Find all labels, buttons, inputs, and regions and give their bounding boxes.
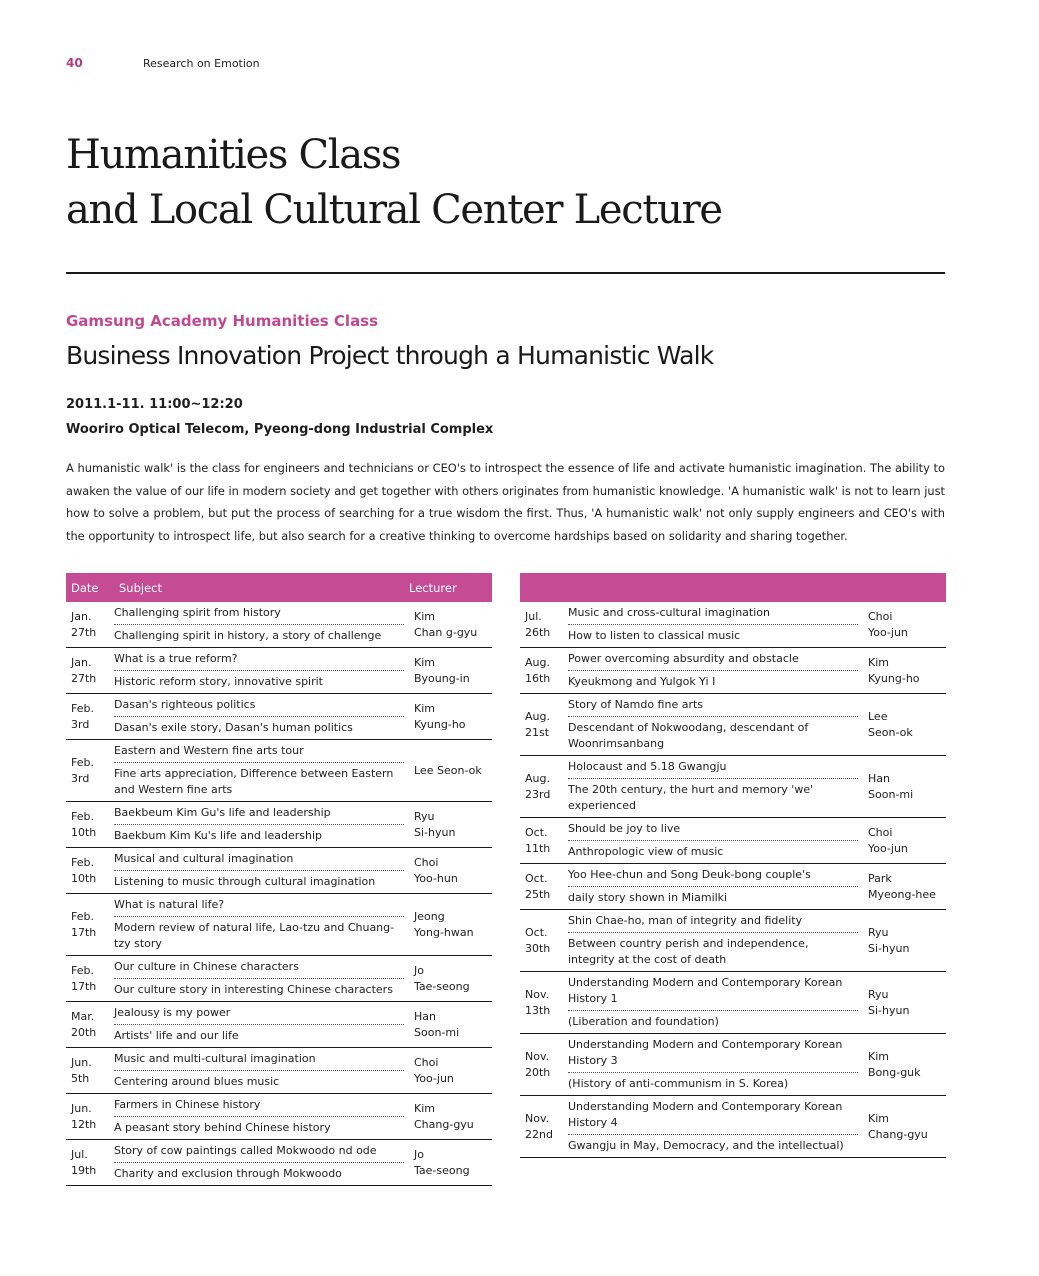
subject-cell	[568, 818, 858, 864]
table-row	[520, 972, 946, 1034]
date-line: Jul.	[525, 609, 542, 623]
subject-item: Historic reform story, innovative spirit	[114, 670, 404, 693]
date-line: 11th	[525, 841, 551, 855]
subject-item: Musical and cultural imagination	[114, 852, 294, 865]
subject-item: The 20th century, the hurt and memory 'we' experienced	[568, 778, 858, 817]
date-line: Oct.	[525, 925, 548, 939]
lecturer-line: Si-hyun	[868, 1003, 910, 1017]
intro-paragraph: A humanistic walk' is the class for engineers and technicians or CEO's to introspect the essence of life and activate humanistic imagination. The ability to awaken the value of our life in modern society and get together with others originates from humanistic knowledge. 'A humanistic walk' is not to learn just how to solve a problem, but put the process of searching for a true wisdom the first. Thus, 'A humanistic walk' not only supply engineers and CEO's with the opportunity to introspect life, but also search for a creative thinking to overcome hardships based on solidarity and sharing together.	[66, 461, 945, 543]
subject-cell	[114, 894, 404, 956]
date-line: 26th	[525, 625, 551, 639]
subject-item: Yoo Hee-chun and Song Deuk-bong couple's	[568, 868, 811, 881]
lecturer-line: Ryu	[414, 809, 435, 823]
event-datetime: 2011.1-11. 11:00~12:20	[66, 397, 243, 412]
table-row	[520, 756, 946, 818]
date-line: 16th	[525, 671, 551, 685]
lecturer-cell	[858, 864, 946, 910]
date-line: Feb.	[71, 963, 94, 977]
lecturer-line: Soon-mi	[414, 1025, 460, 1039]
lecturer-line: Bong-guk	[868, 1065, 921, 1079]
subject-item: Understanding Modern and Contemporary Korean History 4	[568, 1100, 843, 1129]
date-line: 19th	[71, 1163, 97, 1177]
lecturer-line: Chan g-gyu	[414, 625, 478, 639]
lecturer-cell	[404, 956, 492, 1002]
date-line: 5th	[71, 1071, 90, 1085]
header-blank	[520, 573, 568, 602]
date-cell	[520, 864, 568, 910]
title-rule	[66, 272, 945, 274]
subject-cell	[568, 694, 858, 756]
subject-item: Dasan's righteous politics	[114, 698, 256, 711]
table-row	[66, 1094, 492, 1140]
lecturer-line: Kim	[414, 655, 435, 669]
lecturer-line: Myeong-hee	[868, 887, 936, 901]
lecturer-line: Jo	[414, 1147, 424, 1161]
subject-cell	[568, 1096, 858, 1158]
date-line: 10th	[71, 825, 97, 839]
schedule-table-left	[66, 573, 492, 1186]
table-row	[520, 602, 946, 648]
subject-item: Baekbum Kim Ku's life and leadership	[114, 824, 404, 847]
table-row	[520, 818, 946, 864]
subject-item: How to listen to classical music	[568, 624, 858, 647]
subject-item: Descendant of Nokwoodang, descendant of Woonrimsanbang	[568, 716, 858, 755]
date-line: Feb.	[71, 809, 94, 823]
running-title: Research on Emotion	[143, 57, 260, 70]
subject-cell	[114, 956, 404, 1002]
lecturer-line: Kim	[414, 701, 435, 715]
date-cell	[520, 602, 568, 648]
subject-cell	[114, 1140, 404, 1186]
subject-item: What is natural life?	[114, 898, 225, 911]
subject-item: Story of cow paintings called Mokwoodo nd ode	[114, 1144, 377, 1157]
subject-item: Challenging spirit in history, a story of challenge	[114, 624, 404, 647]
lecturer-line: Si-hyun	[414, 825, 456, 839]
header-blank	[568, 573, 858, 602]
lecturer-cell	[404, 602, 492, 648]
table-row	[66, 602, 492, 648]
lecturer-cell	[858, 694, 946, 756]
schedule-table-right	[520, 573, 946, 1158]
lecturer-line: Ryu	[868, 925, 889, 939]
lecturer-line: Tae-seong	[414, 979, 470, 993]
subject-item: Our culture story in interesting Chinese characters	[114, 978, 404, 1001]
date-line: 20th	[71, 1025, 97, 1039]
lecturer-cell	[404, 694, 492, 740]
subject-item: Anthropologic view of music	[568, 840, 858, 863]
subject-item: Dasan's exile story, Dasan's human politics	[114, 716, 404, 739]
page-title	[66, 128, 966, 238]
lecturer-line: Si-hyun	[868, 941, 910, 955]
subject-item: (History of anti-communism in S. Korea)	[568, 1072, 858, 1095]
table-header-row	[66, 573, 492, 602]
date-cell	[520, 648, 568, 694]
subject-item: Music and cross-cultural imagination	[568, 606, 770, 619]
subject-item: (Liberation and foundation)	[568, 1010, 858, 1033]
title-line-1: Humanities Class	[66, 132, 401, 178]
subject-cell	[568, 756, 858, 818]
subject-cell	[568, 648, 858, 694]
lecturer-line: Ryu	[868, 987, 889, 1001]
table-row	[66, 694, 492, 740]
date-line: 10th	[71, 871, 97, 885]
date-line: Aug.	[525, 771, 550, 785]
table-row	[66, 894, 492, 956]
table-row	[66, 956, 492, 1002]
date-line: Jul.	[71, 1147, 88, 1161]
subject-item: Kyeukmong and Yulgok Yi I	[568, 670, 858, 693]
subject-item: Eastern and Western fine arts tour	[114, 744, 304, 757]
date-cell	[66, 1002, 114, 1048]
lecturer-line: Byoung-in	[414, 671, 470, 685]
date-line: Jan.	[71, 655, 92, 669]
date-cell	[66, 694, 114, 740]
subject-cell	[114, 694, 404, 740]
event-place: Wooriro Optical Telecom, Pyeong-dong Industrial Complex	[66, 422, 494, 437]
date-cell	[520, 756, 568, 818]
lecturer-line: Choi	[868, 825, 893, 839]
subject-item: Charity and exclusion through Mokwoodo	[114, 1162, 404, 1185]
table-row	[520, 694, 946, 756]
lecturer-line: Kyung-ho	[414, 717, 466, 731]
date-cell	[520, 694, 568, 756]
subject-cell	[114, 740, 404, 802]
date-cell	[520, 818, 568, 864]
date-line: Nov.	[525, 987, 550, 1001]
header-date: Date	[66, 573, 114, 602]
subject-item: Artists' life and our life	[114, 1024, 404, 1047]
date-line: 21st	[525, 725, 550, 739]
lecturer-line: Yoo-jun	[868, 841, 908, 855]
subject-item: Understanding Modern and Contemporary Korean History 3	[568, 1038, 843, 1067]
lecturer-cell	[404, 1002, 492, 1048]
lecturer-line: Yoo-hun	[414, 871, 458, 885]
date-line: Mar.	[71, 1009, 95, 1023]
date-cell	[66, 1094, 114, 1140]
table-row	[520, 648, 946, 694]
date-line: Feb.	[71, 909, 94, 923]
date-line: Feb.	[71, 755, 94, 769]
lecturer-line: Choi	[414, 1055, 439, 1069]
lecturer-line: Chang-gyu	[868, 1127, 928, 1141]
page-number: 40	[66, 56, 83, 70]
date-line: Nov.	[525, 1111, 550, 1125]
subject-item: Gwangju in May, Democracy, and the intellectual)	[568, 1134, 858, 1157]
lecturer-cell	[858, 818, 946, 864]
lecturer-cell	[404, 802, 492, 848]
table-row	[66, 1048, 492, 1094]
date-line: 30th	[525, 941, 551, 955]
subject-item: Challenging spirit from history	[114, 606, 281, 619]
date-cell	[66, 602, 114, 648]
date-cell	[66, 802, 114, 848]
date-line: Aug.	[525, 709, 550, 723]
subject-cell	[114, 648, 404, 694]
table-row	[66, 1140, 492, 1186]
date-line: 17th	[71, 979, 97, 993]
lecturer-cell	[858, 756, 946, 818]
lecturer-cell	[858, 602, 946, 648]
lecturer-line: Lee Seon-ok	[414, 763, 482, 777]
lecturer-line: Yong-hwan	[414, 925, 474, 939]
lecturer-line: Kyung-ho	[868, 671, 920, 685]
lecturer-line: Kim	[414, 1101, 435, 1115]
subject-item: Listening to music through cultural imagination	[114, 870, 404, 893]
subject-item: A peasant story behind Chinese history	[114, 1116, 404, 1139]
date-line: 20th	[525, 1065, 551, 1079]
lecturer-cell	[404, 1094, 492, 1140]
lecturer-cell	[858, 1034, 946, 1096]
lecturer-line: Yoo-jun	[868, 625, 908, 639]
lecturer-line: Han	[868, 771, 890, 785]
lecturer-line: Choi	[414, 855, 439, 869]
subject-item: Between country perish and independence, integrity at the cost of death	[568, 932, 858, 971]
subject-cell	[114, 802, 404, 848]
date-line: Nov.	[525, 1049, 550, 1063]
lecturer-line: Jo	[414, 963, 424, 977]
lecturer-cell	[404, 894, 492, 956]
subject-cell	[568, 910, 858, 972]
date-line: Feb.	[71, 855, 94, 869]
date-cell	[66, 1048, 114, 1094]
lecturer-cell	[404, 648, 492, 694]
lecturer-cell	[858, 910, 946, 972]
lecturer-line: Yoo-jun	[414, 1071, 454, 1085]
subject-item: Farmers in Chinese history	[114, 1098, 261, 1111]
table-row	[66, 848, 492, 894]
date-line: 3rd	[71, 717, 90, 731]
date-cell	[520, 1096, 568, 1158]
subject-cell	[114, 848, 404, 894]
lecturer-line: Seon-ok	[868, 725, 913, 739]
date-cell	[520, 1034, 568, 1096]
subject-cell	[114, 1048, 404, 1094]
date-line: 17th	[71, 925, 97, 939]
lecturer-cell	[404, 848, 492, 894]
lecturer-line: Kim	[868, 655, 889, 669]
date-cell	[66, 740, 114, 802]
lecturer-line: Tae-seong	[414, 1163, 470, 1177]
subject-item: Understanding Modern and Contemporary Korean History 1	[568, 976, 843, 1005]
date-line: Jun.	[71, 1101, 92, 1115]
lecturer-cell	[404, 1048, 492, 1094]
subject-item: Baekbeum Kim Gu's life and leadership	[114, 806, 331, 819]
title-line-2: and Local Cultural Center Lecture	[66, 187, 722, 233]
lecturer-line: Kim	[868, 1049, 889, 1063]
date-line: Jun.	[71, 1055, 92, 1069]
header-lecturer: Lecturer	[404, 573, 492, 602]
date-line: 23rd	[525, 787, 551, 801]
subject-cell	[568, 1034, 858, 1096]
date-line: 13th	[525, 1003, 551, 1017]
subject-cell	[114, 1094, 404, 1140]
subject-cell	[568, 864, 858, 910]
subject-cell	[114, 602, 404, 648]
subject-item: daily story shown in Miamilki	[568, 886, 858, 909]
lecturer-line: Park	[868, 871, 892, 885]
subject-item: Fine arts appreciation, Difference between Eastern and Western fine arts	[114, 762, 404, 801]
subject-item: Centering around blues music	[114, 1070, 404, 1093]
subject-item: Jealousy is my power	[114, 1006, 231, 1019]
date-cell	[520, 910, 568, 972]
subject-cell	[568, 602, 858, 648]
table-row	[66, 740, 492, 802]
subject-item: Holocaust and 5.18 Gwangju	[568, 760, 727, 773]
date-line: 25th	[525, 887, 551, 901]
lecturer-line: Jeong	[414, 909, 445, 923]
lecturer-line: Lee	[868, 709, 888, 723]
lecturer-cell	[858, 972, 946, 1034]
section-heading: Business Innovation Project through a Humanistic Walk	[66, 341, 714, 370]
date-cell	[520, 972, 568, 1034]
subject-item: Shin Chae-ho, man of integrity and fidelity	[568, 914, 803, 927]
date-line: 27th	[71, 625, 97, 639]
subject-cell	[568, 972, 858, 1034]
subject-item: Music and multi-cultural imagination	[114, 1052, 316, 1065]
date-cell	[66, 848, 114, 894]
lecturer-line: Kim	[414, 609, 435, 623]
date-cell	[66, 648, 114, 694]
subject-item: What is a true reform?	[114, 652, 238, 665]
date-line: 22nd	[525, 1127, 553, 1141]
table-row	[520, 864, 946, 910]
subject-item: Power overcoming absurdity and obstacle	[568, 652, 799, 665]
lecturer-cell	[858, 1096, 946, 1158]
subject-item: Should be joy to live	[568, 822, 681, 835]
header-blank	[858, 573, 946, 602]
date-line: Aug.	[525, 655, 550, 669]
date-line: Feb.	[71, 701, 94, 715]
table-row	[66, 802, 492, 848]
table-row	[520, 1034, 946, 1096]
lecturer-cell	[404, 740, 492, 802]
table-row	[66, 648, 492, 694]
lecturer-line: Kim	[868, 1111, 889, 1125]
header-subject: Subject	[114, 573, 404, 602]
table-row	[520, 1096, 946, 1158]
date-line: 12th	[71, 1117, 97, 1131]
subject-item: Story of Namdo fine arts	[568, 698, 704, 711]
date-cell	[66, 1140, 114, 1186]
lecturer-line: Chang-gyu	[414, 1117, 474, 1131]
date-cell	[66, 956, 114, 1002]
date-line: Oct.	[525, 825, 548, 839]
lecturer-line: Choi	[868, 609, 893, 623]
lecturer-line: Soon-mi	[868, 787, 914, 801]
table-row	[520, 910, 946, 972]
subject-item: Our culture in Chinese characters	[114, 960, 299, 973]
date-line: 27th	[71, 671, 97, 685]
subject-item: Modern review of natural life, Lao-tzu and Chuang-tzy story	[114, 916, 404, 955]
date-line: Jan.	[71, 609, 92, 623]
lecturer-line: Han	[414, 1009, 436, 1023]
subject-cell	[114, 1002, 404, 1048]
lecturer-cell	[404, 1140, 492, 1186]
date-line: Oct.	[525, 871, 548, 885]
table-header-row	[520, 573, 946, 602]
lecturer-cell	[858, 648, 946, 694]
date-cell	[66, 894, 114, 956]
section-kicker: Gamsung Academy Humanities Class	[66, 312, 379, 330]
date-line: 3rd	[71, 771, 90, 785]
table-row	[66, 1002, 492, 1048]
